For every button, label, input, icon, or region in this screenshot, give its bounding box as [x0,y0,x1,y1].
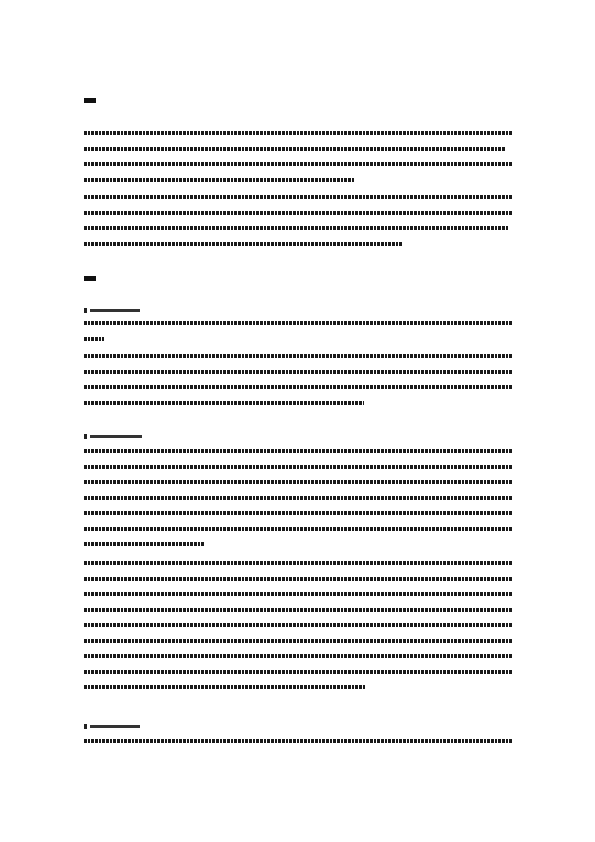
text-line [84,142,512,158]
text-line [84,491,512,507]
text-line [84,365,512,381]
paragraph [84,734,512,750]
text-line [84,460,512,476]
text-line [84,380,512,396]
text-line [84,734,512,750]
section-heading-2 [84,274,98,282]
text-line [84,221,512,237]
text-line [84,665,512,681]
text-line [84,649,512,665]
heading-marker [84,276,96,281]
paragraph [84,126,512,188]
text-line [84,396,512,412]
text-line [84,206,512,222]
text-line [84,537,512,553]
heading-marker [84,98,96,103]
text-line [84,444,512,460]
text-line [84,316,512,332]
text-line [84,475,512,491]
text-line [84,126,512,142]
text-line [84,572,512,588]
text-line [84,237,512,253]
text-line [84,190,512,206]
section-heading-1 [84,96,98,104]
text-line [84,157,512,173]
text-line [84,332,512,348]
subsection-heading-3 [84,722,143,730]
text-line [84,349,512,365]
text-line [84,506,512,522]
text-line [84,587,512,603]
paragraph [84,316,512,347]
text-line [84,680,512,696]
text-line [84,556,512,572]
subsection-heading-2 [84,432,145,440]
paragraph [84,190,512,252]
text-line [84,173,512,189]
paragraph [84,556,512,696]
text-line [84,522,512,538]
paragraph [84,349,512,411]
text-line [84,618,512,634]
paragraph [84,444,512,553]
subsection-heading-1 [84,306,143,314]
text-line [84,634,512,650]
text-line [84,603,512,619]
